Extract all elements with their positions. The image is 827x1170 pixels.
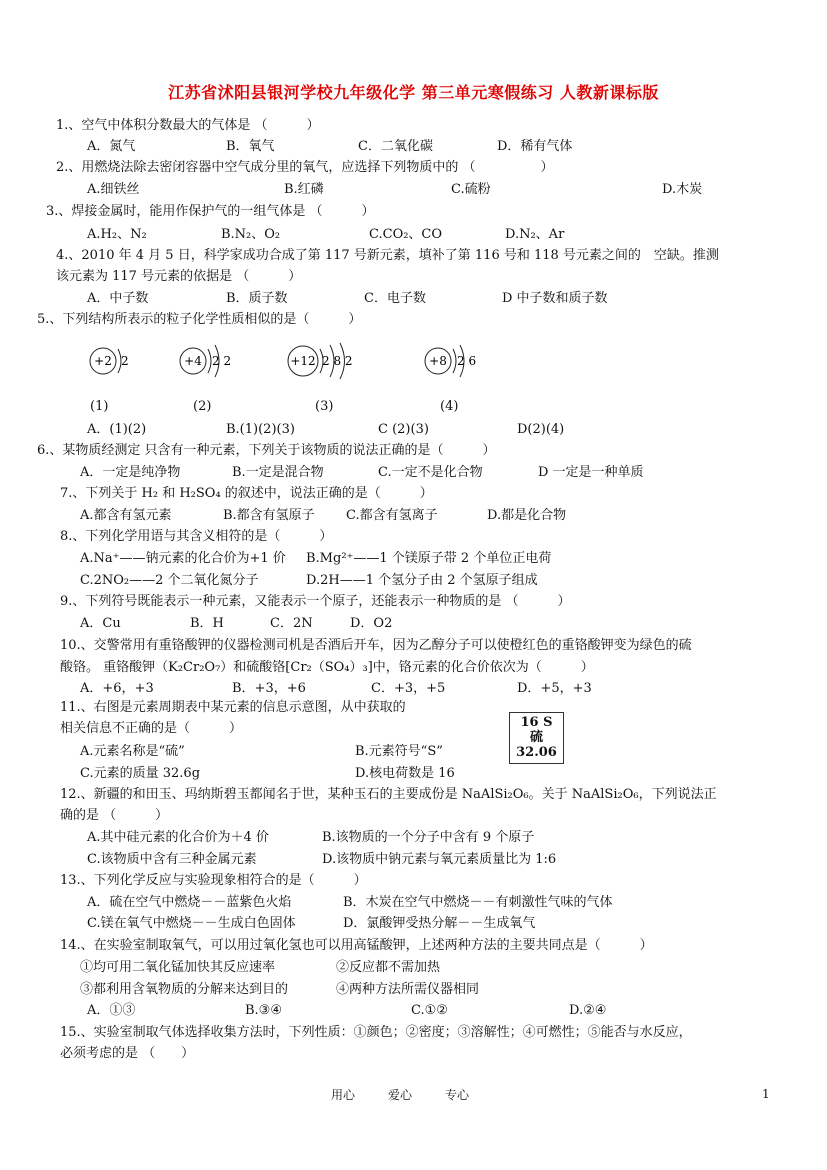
q14-item-4: ④两种方法所需仪器相同 [336, 982, 480, 997]
question-5: 5.、下列结构所表示的粒子化学性质相似的是（ ） [37, 312, 362, 327]
q10-option-d: D．+5，+3 [517, 681, 592, 696]
atom-diagram-1 [88, 343, 148, 383]
q13-option-d: D．氯酸钾受热分解－－生成氧气 [343, 916, 536, 931]
question-11-cont: 相关信息不正确的是（ ） [60, 721, 243, 736]
question-1: 1.、空气中体积分数最大的气体是 （ ） [56, 118, 320, 133]
question-4-cont: 该元素为 117 号元素的依据是 （ ） [56, 269, 302, 284]
q10-option-c: C．+3，+5 [371, 681, 446, 696]
q6-option-d: D 一定是一种单质 [538, 465, 644, 480]
q1-option-d: D．稀有气体 [497, 139, 573, 154]
q11-option-c: C.元素的质量 32.6g [80, 766, 201, 781]
q11-option-d: D.核电荷数是 16 [355, 766, 455, 781]
q7-option-d: D.都是化合物 [487, 508, 567, 523]
element-card-sulfur [509, 712, 564, 764]
q6-option-a: A．一定是纯净物 [80, 465, 181, 480]
q3-option-c: C.CO₂、CO [369, 227, 443, 242]
question-8: 8.、下列化学用语与其含义相符的是（ ） [60, 529, 333, 544]
q14-option-c: C.①② [411, 1003, 448, 1018]
element-mass: 32.06 [516, 745, 557, 760]
question-11: 11.、右图是元素周期表中某元素的信息示意图，从中获取的 [60, 700, 406, 715]
q13-option-a: A．硫在空气中燃烧－－蓝紫色火焰 [87, 895, 292, 910]
q8-option-c: C.2NO₂——2 个二氧化氮分子 [80, 573, 259, 588]
q6-option-c: C.一定不是化合物 [378, 465, 483, 480]
question-7: 7.、下列关于 H₂ 和 H₂SO₄ 的叙述中，说法正确的是（ ） [60, 486, 433, 501]
q3-option-a: A.H₂、N₂ [87, 227, 147, 242]
atom-3-core: +12 [290, 354, 316, 368]
q9-option-c: C．2N [270, 616, 313, 631]
q2-option-b: B.红磷 [284, 182, 324, 197]
page-number: 1 [762, 1087, 770, 1101]
q1-option-a: A．氮气 [87, 139, 136, 154]
q4-option-d: D 中子数和质子数 [502, 291, 608, 306]
q4-option-b: B．质子数 [226, 291, 288, 306]
question-14: 14.、在实验室制取氧气，可以用过氧化氢也可以用高锰酸钾，上述两种方法的主要共同点是（ ） [60, 938, 653, 953]
q14-option-d: D.②④ [569, 1003, 607, 1018]
element-name: 硫 [529, 730, 543, 745]
atom-4-label: (4) [440, 399, 459, 414]
question-15: 15.、实验室制取气体选择收集方法时，下列性质：①颜色；②密度；③溶解性；④可燃性；⑤能否与水反应， [60, 1025, 692, 1040]
page-title: 江苏省沭阳县银河学校九年级化学 第三单元寒假练习 人教新课标版 [168, 83, 659, 102]
q10-option-b: B．+3，+6 [232, 681, 306, 696]
q2-option-c: C.硫粉 [451, 182, 491, 197]
q9-option-b: B．H [190, 616, 224, 631]
q14-option-b: B.③④ [245, 1003, 282, 1018]
q14-option-a: A．①③ [87, 1003, 136, 1018]
q8-option-d: D.2H——1 个氢分子由 2 个氢原子组成 [306, 573, 538, 588]
q5-option-b: B.(1)(2)(3) [226, 422, 295, 437]
question-2: 2.、用燃烧法除去密闭容器中空气成分里的氧气，应选择下列物质中的 （ ） [56, 160, 554, 175]
footer-text-3: 专心 [445, 1088, 470, 1102]
question-10-cont: 酸铬。 重铬酸钾（K₂Cr₂O₇）和硫酸铬[Cr₂（SO₄）₃]中，铬元素的化合价依次为（ ） [60, 660, 594, 675]
q7-option-b: B.都含有氢原子 [223, 508, 315, 523]
atom-4-shells: 2 6 [457, 354, 477, 368]
q6-option-b: B.一定是混合物 [232, 465, 324, 480]
q14-item-1: ①均可用二氧化锰加快其反应速率 [80, 960, 276, 975]
atom-4-core: +8 [429, 354, 447, 368]
q14-item-3: ③都利用含氧物质的分解来达到目的 [80, 982, 289, 997]
q13-option-c: C.镁在氧气中燃烧－－生成白色固体 [87, 916, 296, 931]
atom-diagram-4 [423, 343, 493, 383]
question-4: 4.、2010 年 4 月 5 日，科学家成功合成了第 117 号新元素，填补了第 116 号和 118 号元素之间的 空缺。推测 [56, 248, 719, 263]
atom-1-label: (1) [90, 399, 109, 414]
question-9: 9.、下列符号既能表示一种元素，又能表示一个原子，还能表示一种物质的是 （ ） [60, 594, 571, 609]
q2-option-a: A.细铁丝 [87, 182, 140, 197]
q1-option-c: C．二氧化碳 [358, 139, 433, 154]
atom-3-shells: 2 8 2 [322, 354, 353, 368]
atom-3-label: (3) [315, 399, 334, 414]
question-6: 6.、某物质经测定 只含有一种元素，下列关于该物质的说法正确的是（ ） [37, 443, 496, 458]
atom-1-core: +2 [94, 354, 112, 368]
footer-text-1: 用心 [331, 1088, 356, 1102]
q12-option-c: C.该物质中含有三种金属元素 [87, 852, 257, 867]
question-15-cont: 必须考虑的是 （ ） [60, 1046, 195, 1061]
question-12-cont: 确的是 （ ） [60, 808, 169, 823]
q9-option-d: D．O2 [350, 616, 393, 631]
q5-option-a: A．(1)(2) [87, 422, 147, 437]
element-symbol: S [543, 715, 553, 730]
q12-option-d: D.该物质中钠元素与氧元素质量比为 1:6 [322, 852, 557, 867]
atom-2-label: (2) [193, 399, 212, 414]
atom-2-core: +4 [184, 354, 202, 368]
q4-option-c: C．电子数 [364, 291, 426, 306]
atom-diagram-3 [286, 341, 366, 385]
q11-option-a: A.元素名称是“硫” [80, 744, 185, 759]
q12-option-b: B.该物质的一个分子中含有 9 个原子 [322, 830, 535, 845]
q14-item-2: ②反应都不需加热 [336, 960, 441, 975]
q3-option-b: B.N₂、O₂ [221, 227, 281, 242]
footer-text-2: 爱心 [388, 1088, 413, 1102]
q10-option-a: A．+6，+3 [80, 681, 154, 696]
q4-option-a: A．中子数 [87, 291, 149, 306]
atom-1-shells: 2 [121, 354, 129, 368]
q1-option-b: B．氧气 [226, 139, 275, 154]
q5-option-c: C (2)(3) [378, 422, 429, 437]
q13-option-b: B．木炭在空气中燃烧－－有刺激性气味的气体 [343, 895, 613, 910]
question-12: 12.、新疆的和田玉、玛纳斯碧玉都闻名于世，某种玉石的主要成份是 NaAlSi₂O₆。关于 NaAlSi₂O₆，下列说法正 [60, 787, 717, 802]
element-number: 16 [520, 715, 539, 730]
q8-option-a: A.Na⁺——钠元素的化合价为+1 价 [80, 551, 286, 566]
q8-option-b: B.Mg²⁺——1 个镁原子带 2 个单位正电荷 [306, 551, 552, 566]
q7-option-a: A.都含有氢元素 [80, 508, 172, 523]
q9-option-a: A．Cu [80, 616, 121, 631]
q5-option-d: D(2)(4) [517, 422, 565, 437]
question-10: 10.、交警常用有重铬酸钾的仪器检测司机是否酒后开车，因为乙醇分子可以使橙红色的重铬酸钾变为绿色的硫 [60, 638, 692, 653]
question-3: 3.、焊接金属时，能用作保护气的一组气体是 （ ） [46, 204, 375, 219]
q7-option-c: C.都含有氢离子 [346, 508, 438, 523]
question-13: 13.、下列化学反应与实验现象相符合的是（ ） [60, 873, 367, 888]
q11-option-b: B.元素符号“S” [355, 744, 443, 759]
atom-diagram-2 [178, 343, 248, 383]
q12-option-a: A.其中硅元素的化合价为＋4 价 [87, 830, 269, 845]
q2-option-d: D.木炭 [662, 182, 703, 197]
atom-2-shells: 2 2 [212, 354, 232, 368]
q3-option-d: D.N₂、Ar [505, 227, 565, 242]
